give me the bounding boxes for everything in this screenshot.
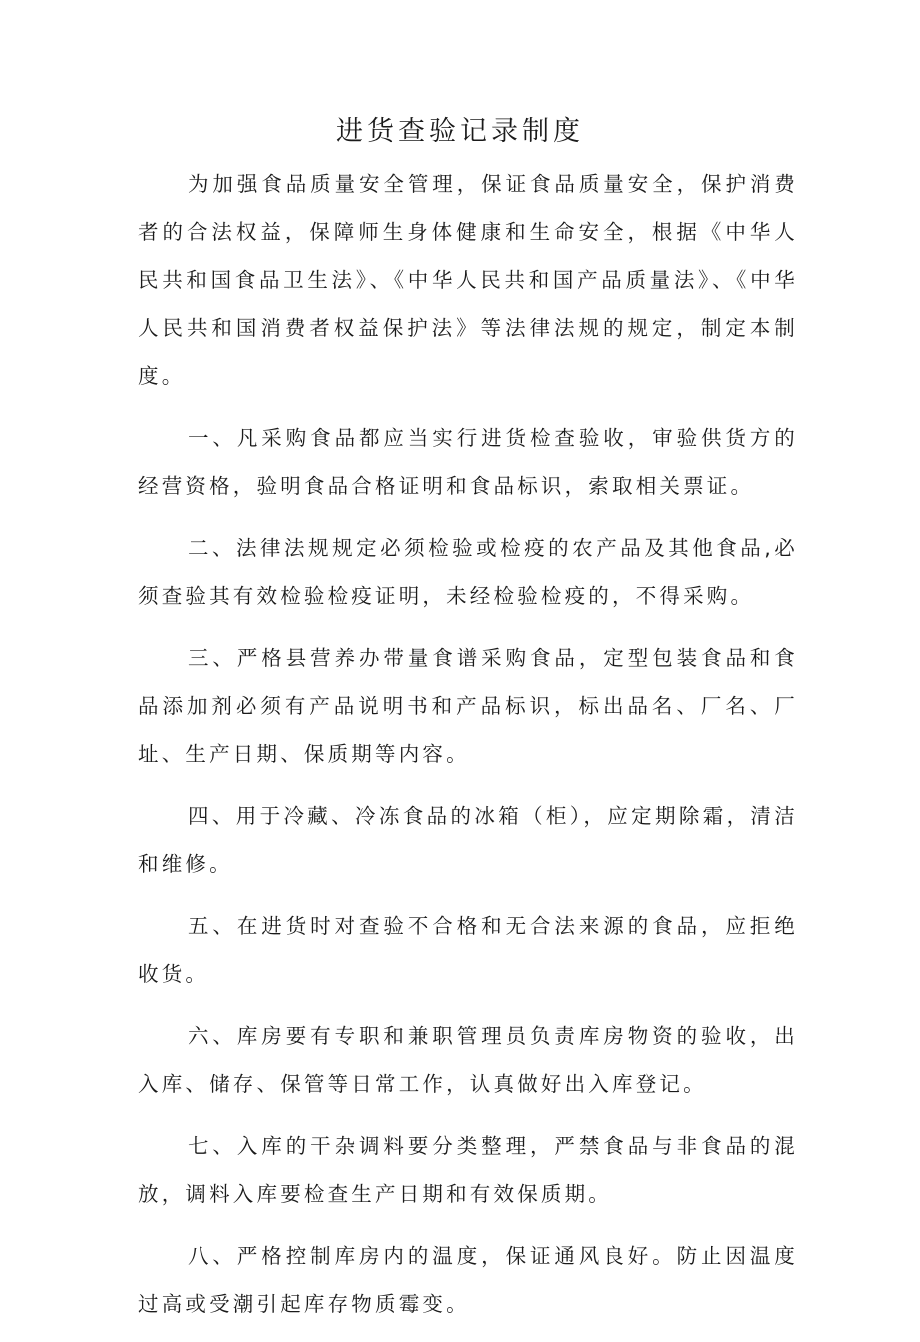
paragraph-item-2: 二、法律法规规定必须检验或检疫的农产品及其他食品,必须查验其有效检验检疫证明，未经检验检疫的，不得采购。: [138, 536, 798, 608]
paragraph-item-1: 一、凡采购食品都应当实行进货检查验收，审验供货方的经营资格，验明食品合格证明和食品标识，索取相关票证。: [138, 426, 798, 498]
paragraph-item-7: 七、入库的干杂调料要分类整理，严禁食品与非食品的混放，调料入库要检查生产日期和有效保质期。: [138, 1134, 798, 1206]
paragraph-item-4: 四、用于冷藏、冷冻食品的冰箱（柜），应定期除霜，清洁和维修。: [138, 804, 798, 876]
paragraph-item-8: 八、严格控制库房内的温度，保证通风良好。防止因温度过高或受潮引起库存物质霉变。: [138, 1244, 798, 1316]
paragraph-item-6: 六、库房要有专职和兼职管理员负责库房物资的验收，出入库、储存、保管等日常工作，认真做好出入库登记。: [138, 1024, 798, 1096]
document-body: [138, 160, 798, 1342]
paragraph-item-3: 三、严格县营养办带量食谱采购食品，定型包装食品和食品添加剂必须有产品说明书和产品标识，标出品名、厂名、厂址、生产日期、保质期等内容。: [138, 646, 798, 766]
paragraph-intro: 为加强食品质量安全管理，保证食品质量安全，保护消费者的合法权益，保障师生身体健康和生命安全，根据《中华人民共和国食品卫生法》、《中华人民共和国产品质量法》、《中华人民共和国消费者权益保护法》等法律法规的规定，制定本制度。: [138, 172, 798, 388]
document-title: 进货查验记录制度: [336, 116, 584, 147]
paragraph-item-5: 五、在进货时对查验不合格和无合法来源的食品，应拒绝收货。: [138, 914, 798, 986]
